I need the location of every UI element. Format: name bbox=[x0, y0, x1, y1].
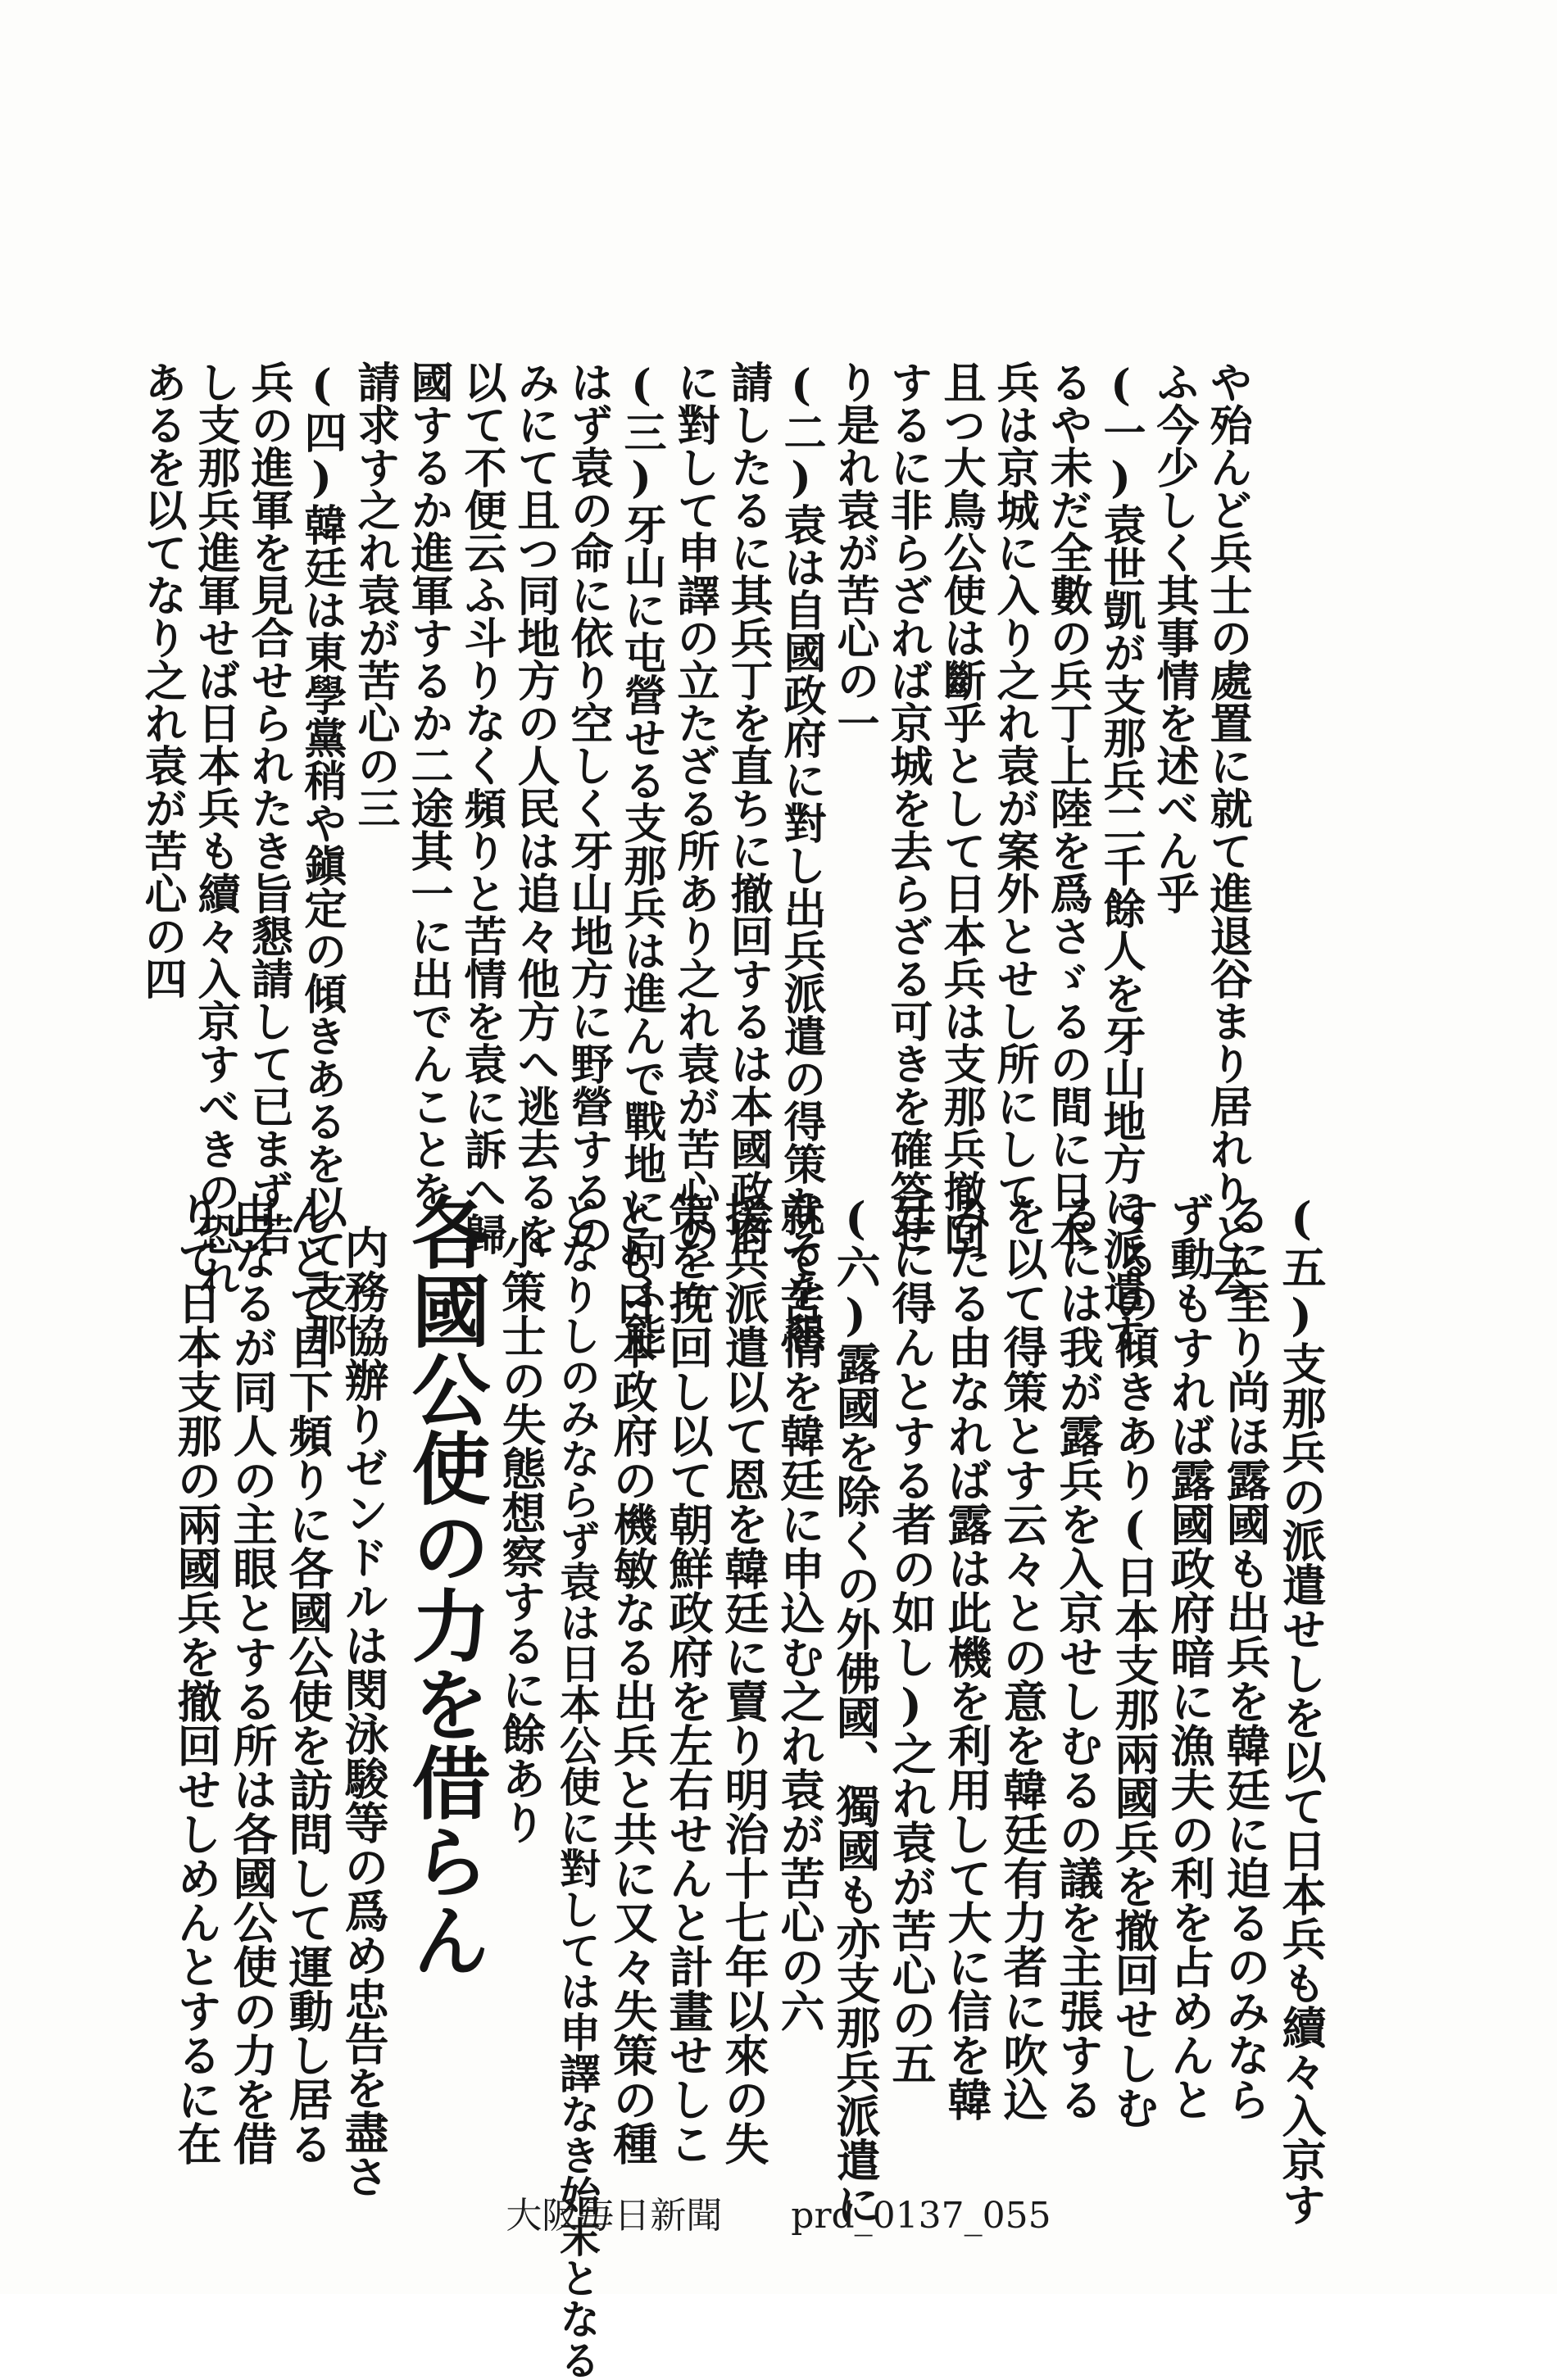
text-column: んとて目下頻りに各國公使を訪問して運動し居る bbox=[282, 1192, 334, 2165]
text-column: 就て苦情を韓廷に申込む之れ袁が苦心の六 bbox=[774, 1192, 826, 2033]
page-id: prd_0137_055 bbox=[791, 2195, 1051, 2237]
text-column: や殆んど兵士の處置に就て進退谷まり居れりと云 bbox=[1202, 360, 1252, 1298]
text-column: みたる由なれば露は此機を利用して大に信を韓 bbox=[941, 1192, 993, 2121]
text-column: を以て得策とす云々との意を韓廷有力者に吹込 bbox=[996, 1192, 1049, 2121]
text-column: 策を挽回し以て朝鮮政府を左右せんと計畫せしこ bbox=[662, 1192, 715, 2165]
text-column: 兵の進軍を見合せられたき旨懇請して已まず若 bbox=[243, 360, 293, 1255]
text-column: に對して申譯の立たざる所あり之れ袁が苦心の二 bbox=[670, 360, 719, 1298]
text-column: 請求す之れ袁が苦心の三 bbox=[350, 360, 400, 829]
text-column: とも日本政府の機敏なる出兵と共に又々失策の種 bbox=[606, 1192, 659, 2165]
text-column: 國するか進軍するか二途其一に出でんことを bbox=[403, 360, 453, 1213]
text-column: 兵は京城に入り之れ袁が案外とせし所にして bbox=[989, 360, 1039, 1213]
text-column: 以て不便云ふ斗りなく頻りと苦情を袁に訴へ歸 bbox=[456, 360, 506, 1255]
newspaper-name: 大阪毎日新聞 bbox=[506, 2195, 723, 2237]
text-column: するに非らざれば京城を去らざる可きを確答せ bbox=[883, 360, 933, 1255]
text-column: ふ今少しく其事情を述べん乎 bbox=[1149, 360, 1199, 914]
text-column: り是れ袁が苦心の一 bbox=[829, 360, 879, 744]
text-column: 且つ大鳥公使は斷乎として日本兵は支那兵撤回 bbox=[936, 360, 986, 1255]
text-column: 内務協辦りゼンドルは閔泳駿等の爲め忠告を盡さ bbox=[338, 1225, 390, 2198]
text-column: るや未だ全數の兵丁上陸を爲さゞるの間に日本 bbox=[1042, 360, 1092, 1255]
text-column: 請したるに其兵丁を直ちに撤回するは本國政府 bbox=[723, 360, 773, 1255]
text-column: (二)袁は自國政府に對し出兵派遣の得策なるを懇 bbox=[776, 360, 826, 1355]
text-column: るには我が露兵を入京せしむるの議を主張する bbox=[1052, 1192, 1105, 2121]
text-column: 援兵派遣以て恩を韓廷に賣り明治十七年以來の失 bbox=[718, 1192, 770, 2165]
text-column: りて日本支那の兩國兵を撤回せしめんとするに在 bbox=[170, 1192, 223, 2165]
text-column: (六)露國を除くの外佛國、獨國も亦支那兵派遣に bbox=[829, 1192, 882, 2226]
text-column: あるを以てなり之れ袁が苦心の四 bbox=[137, 360, 187, 1000]
page-footer bbox=[0, 2186, 1557, 2238]
text-column: 廷に得んとする者の如し)之れ袁が苦心の五 bbox=[885, 1192, 937, 2085]
text-column: ず動もすれば露國政府暗に漁夫の利を占めんと bbox=[1164, 1192, 1216, 2121]
text-column: はず袁の命に依り空しく牙山地方に野營するの bbox=[563, 360, 613, 1255]
text-column: (四)韓廷は東學黨稍や鎭定の傾きあるを以て支那 bbox=[297, 360, 347, 1355]
text-column: るに至り尚ほ露國も出兵を韓廷に迫るのみなら bbox=[1219, 1192, 1272, 2121]
text-column: し支那兵進軍せば日本兵も續々入京すべきの恐れ bbox=[190, 360, 240, 1298]
text-column: (一)袁世凱が支那兵二千餘人を牙山地方に派遣す bbox=[1096, 360, 1146, 1355]
article-upper-block bbox=[137, 360, 1252, 1355]
text-column: 小策士の失態想察するに餘あり bbox=[495, 1225, 547, 1844]
article-heading: 各國公使の力を借らん bbox=[399, 1192, 492, 1979]
text-column: (五)支那兵の派遣せしを以て日本兵も續々入京す bbox=[1275, 1192, 1328, 2226]
text-column: 由なるが同人の主眼とする所は各國公使の力を借 bbox=[226, 1192, 279, 2165]
text-column: みにて且つ同地方の人民は追々他方へ逃去るを bbox=[510, 360, 560, 1255]
text-column: するの傾きあり(日本支那兩國兵を撤回せしむ bbox=[1108, 1192, 1160, 2129]
text-column: (三)牙山に屯營せる支那兵は進んで戰地に向ふ能 bbox=[616, 360, 666, 1355]
text-column: となりしのみならず袁は日本公使に對しては申譯なき始末となる bbox=[553, 1192, 601, 2380]
